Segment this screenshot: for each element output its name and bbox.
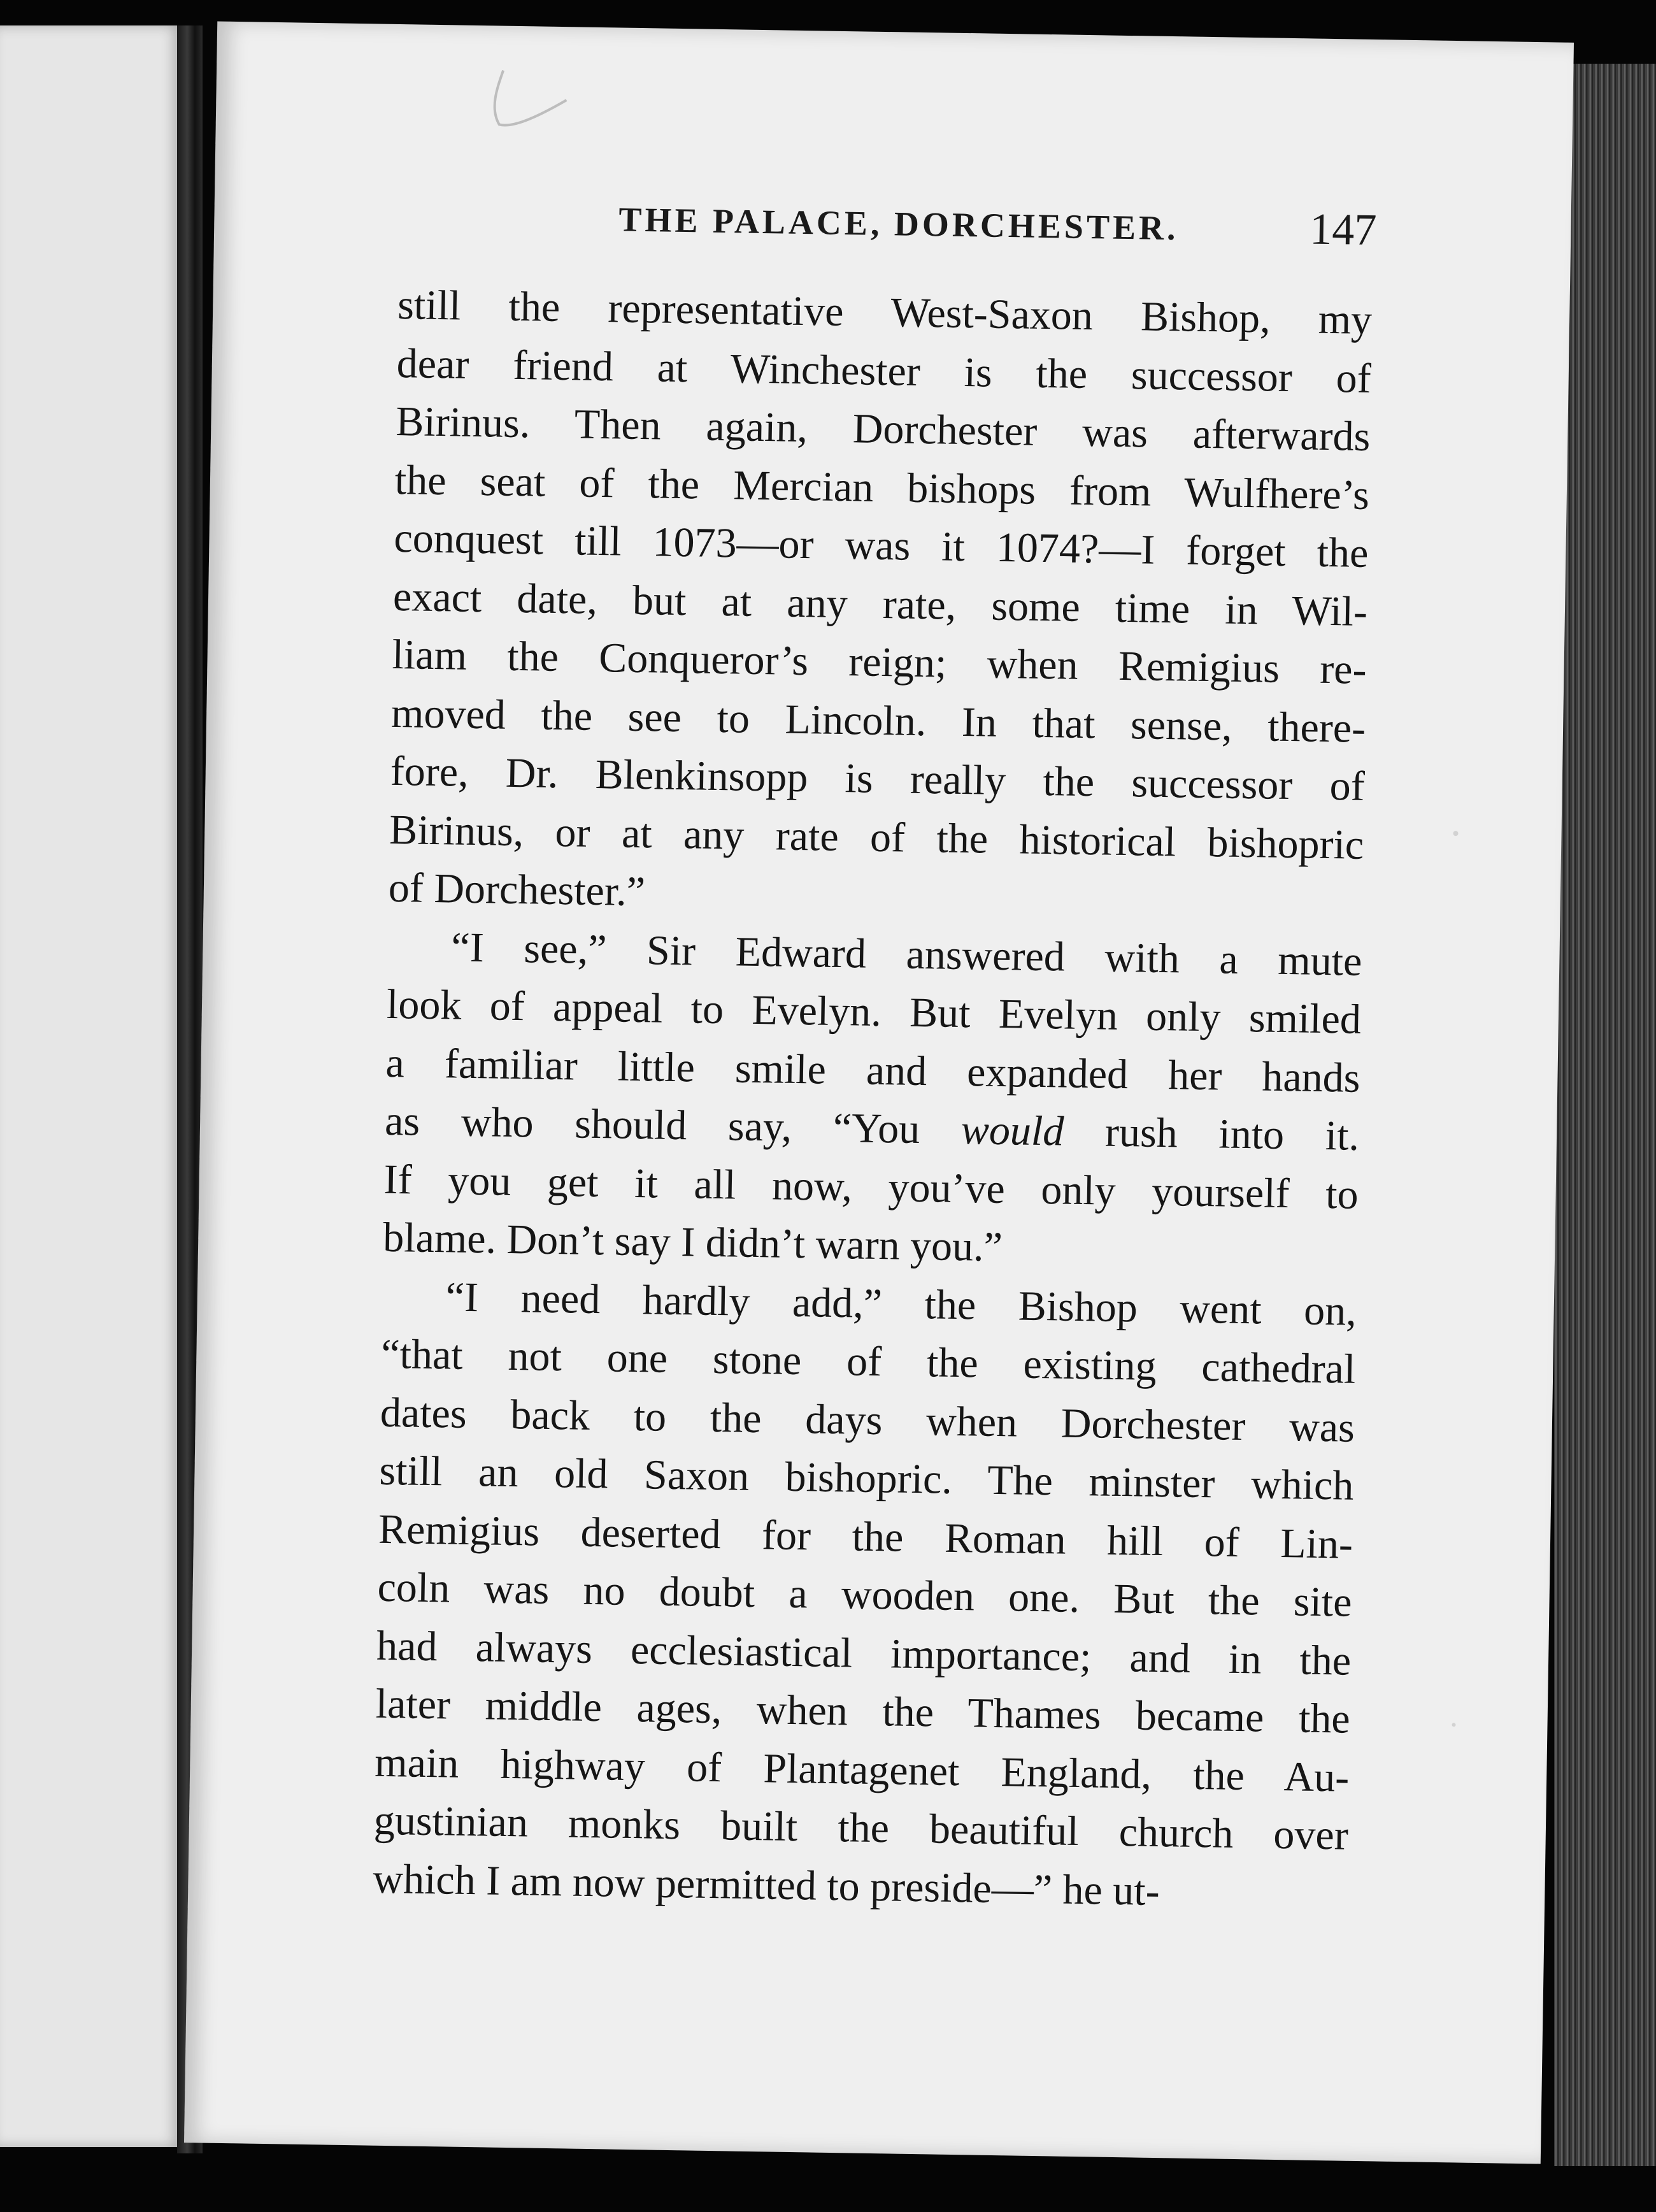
paper-speck — [1452, 1723, 1455, 1727]
page-stack-edges — [1554, 64, 1656, 2166]
text-line: which I am now permitted to preside—” he ut- — [372, 1855, 1160, 1914]
running-head — [214, 174, 1571, 259]
text-line: still an old Saxon bishopric. The minster which — [379, 1447, 1354, 1509]
paragraph — [373, 1267, 1357, 1923]
text-line: dates back to the days when Dorchester was — [380, 1389, 1355, 1451]
facing-page-edge — [0, 25, 182, 2147]
text-line: moved the see to Lincoln. In that sense, there- — [390, 689, 1366, 752]
text-line: “I see,” Sir Edward answered with a mute — [450, 923, 1362, 985]
running-title: THE PALACE, DORCHESTER. — [618, 200, 1179, 248]
text-line: as who should say, “You would rush into it. — [384, 1097, 1360, 1160]
text-line: exact date, but at any rate, some time in Wil- — [392, 573, 1368, 635]
text-line: liam the Conqueror’s reign; when Remigius re- — [392, 631, 1367, 693]
paper-speck — [1453, 831, 1458, 836]
text-line: Remigius deserted for the Roman hill of Lin- — [378, 1505, 1353, 1568]
text-line: main highway of Plantagenet England, the Au- — [374, 1739, 1350, 1801]
paragraph — [388, 276, 1373, 932]
paragraph — [383, 917, 1362, 1282]
text-line: still the representative West-Saxon Bishop, my — [397, 281, 1373, 344]
pencil-mark-icon — [483, 64, 574, 135]
text-line: “I need hardly add,” the Bishop went on, — [445, 1273, 1357, 1335]
text-line: blame. Don’t say I didn’t warn you.” — [382, 1214, 1003, 1271]
text-line: coln was no doubt a wooden one. But the site — [377, 1563, 1353, 1626]
text-line: had always ecclesiastical importance; and in the — [376, 1622, 1352, 1684]
text-line: later middle ages, when the Thames became the — [375, 1680, 1351, 1742]
page-number: 147 — [1309, 205, 1377, 255]
text-line: of Dorchester.” — [388, 864, 646, 916]
book-page — [184, 21, 1574, 2164]
text-line: the seat of the Mercian bishops from Wulfhere’s — [394, 456, 1370, 519]
text-line: look of appeal to Evelyn. But Evelyn only smiled — [386, 980, 1362, 1043]
text-line: gustinian monks built the beautiful church over — [373, 1797, 1349, 1859]
body-text — [373, 276, 1373, 1923]
text-line: a familiar little smile and expanded her hands — [385, 1039, 1361, 1102]
text-line: dear friend at Winchester is the successor of — [396, 340, 1372, 402]
text-line: conquest till 1073—or was it 1074?—I forget the — [394, 514, 1369, 577]
text-line: Birinus, or at any rate of the historical bishopric — [389, 806, 1364, 868]
text-line: fore, Dr. Blenkinsopp is really the successor of — [390, 747, 1366, 810]
text-line: “that not one stone of the existing cathedral — [380, 1330, 1356, 1393]
text-line: If you get it all now, you’ve only yourself to — [383, 1156, 1359, 1218]
text-line: Birinus. Then again, Dorchester was afterwards — [395, 398, 1371, 460]
